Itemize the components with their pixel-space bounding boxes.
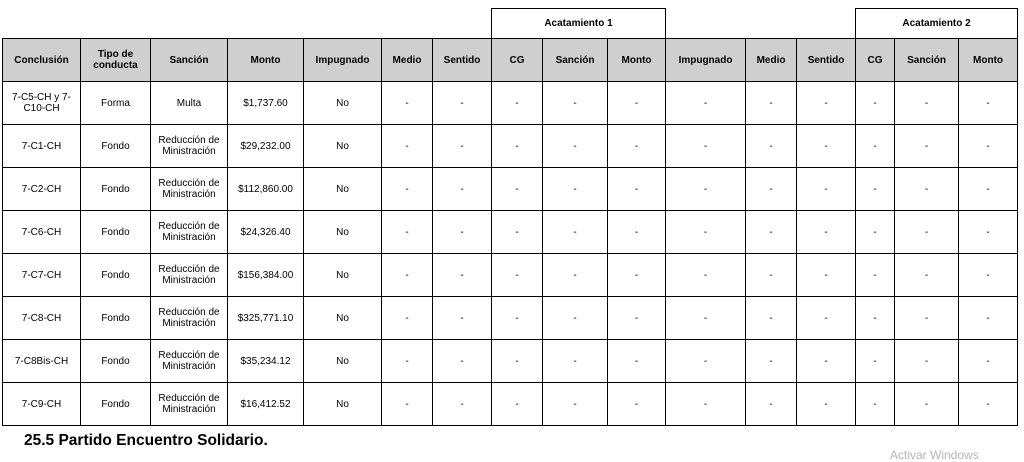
table-cell: - [382, 82, 433, 125]
table-cell: - [895, 211, 959, 254]
table-body [3, 82, 1018, 426]
table-cell: No [304, 340, 382, 383]
table-cell: - [382, 211, 433, 254]
table-cell: - [666, 211, 746, 254]
table-cell: - [608, 168, 666, 211]
table-cell: - [959, 383, 1018, 426]
table-cell: - [746, 340, 797, 383]
table-cell: - [382, 125, 433, 168]
table-cell: - [608, 82, 666, 125]
table-cell: - [492, 211, 543, 254]
table-cell: - [797, 168, 856, 211]
table-cell: - [856, 168, 895, 211]
column-header: CG [856, 39, 895, 82]
table-cell: - [433, 82, 492, 125]
table-cell: Fondo [81, 125, 151, 168]
table-cell: - [433, 340, 492, 383]
column-header: Sanción [895, 39, 959, 82]
column-header: Monto [959, 39, 1018, 82]
table-cell: - [856, 340, 895, 383]
table-cell: - [382, 383, 433, 426]
table-cell: - [608, 211, 666, 254]
table-cell: - [746, 168, 797, 211]
table-cell: - [856, 297, 895, 340]
table-cell: Reducción de Ministración [151, 383, 228, 426]
table-cell: - [797, 211, 856, 254]
table-cell: Fondo [81, 211, 151, 254]
group-spacer [666, 9, 856, 39]
table-cell: Fondo [81, 383, 151, 426]
table-cell: - [608, 125, 666, 168]
table-cell: - [608, 340, 666, 383]
column-header: Monto [608, 39, 666, 82]
table-cell: - [895, 125, 959, 168]
table-cell: - [746, 297, 797, 340]
table-cell: - [895, 254, 959, 297]
table-cell: - [797, 82, 856, 125]
table-cell: 7-C8Bis-CH [3, 340, 81, 383]
table-cell: - [492, 254, 543, 297]
table-cell: - [856, 254, 895, 297]
table-cell: Reducción de Ministración [151, 125, 228, 168]
column-header: Impugnado [666, 39, 746, 82]
table-cell: - [382, 168, 433, 211]
table-cell: Reducción de Ministración [151, 254, 228, 297]
table-cell: - [608, 254, 666, 297]
table-cell: - [895, 340, 959, 383]
column-header: Monto [228, 39, 304, 82]
table-cell: - [746, 82, 797, 125]
table-row [3, 82, 1018, 125]
table-cell: - [666, 340, 746, 383]
table-cell: - [797, 383, 856, 426]
table-row [3, 297, 1018, 340]
table-cell: $1,737.60 [228, 82, 304, 125]
table-cell: $24,326.40 [228, 211, 304, 254]
column-header: Medio [746, 39, 797, 82]
table-cell: - [608, 383, 666, 426]
table-cell: Reducción de Ministración [151, 297, 228, 340]
table-cell: - [492, 383, 543, 426]
table-cell: - [433, 383, 492, 426]
table-cell: - [492, 125, 543, 168]
table-row [3, 168, 1018, 211]
table-cell: - [797, 125, 856, 168]
table-cell: - [895, 168, 959, 211]
table-cell: 7-C8-CH [3, 297, 81, 340]
table-cell: $35,234.12 [228, 340, 304, 383]
table-cell: - [382, 254, 433, 297]
table-cell: 7-C7-CH [3, 254, 81, 297]
table-cell: - [666, 297, 746, 340]
table-cell: Fondo [81, 297, 151, 340]
table-cell: - [543, 82, 608, 125]
group-acatamiento-2: Acatamiento 2 [856, 9, 1018, 39]
table-cell: - [746, 254, 797, 297]
table-cell: - [746, 125, 797, 168]
table-cell: $156,384.00 [228, 254, 304, 297]
table-cell: No [304, 383, 382, 426]
table-cell: - [959, 340, 1018, 383]
table-cell: - [959, 211, 1018, 254]
table-cell: - [959, 82, 1018, 125]
column-header-row [3, 39, 1018, 82]
table-cell: 7-C9-CH [3, 383, 81, 426]
table-cell: 7-C6-CH [3, 211, 81, 254]
table-cell: - [608, 297, 666, 340]
table-cell: - [666, 383, 746, 426]
table-cell: $325,771.10 [228, 297, 304, 340]
column-header: Sanción [543, 39, 608, 82]
table-cell: - [895, 82, 959, 125]
table-cell: Fondo [81, 168, 151, 211]
table-cell: - [492, 168, 543, 211]
table-cell: $29,232.00 [228, 125, 304, 168]
table-cell: - [433, 254, 492, 297]
column-header: Impugnado [304, 39, 382, 82]
section-caption: 25.5 Partido Encuentro Solidario. [24, 432, 268, 449]
table-cell: - [797, 340, 856, 383]
table-cell: No [304, 125, 382, 168]
column-header: Sentido [433, 39, 492, 82]
table-cell: - [382, 297, 433, 340]
table-cell: $112,860.00 [228, 168, 304, 211]
table-cell: - [959, 254, 1018, 297]
table-cell: - [543, 383, 608, 426]
table-cell: - [543, 125, 608, 168]
table-cell: - [746, 383, 797, 426]
windows-activation-watermark: Activar Windows [890, 448, 979, 462]
table-cell: - [543, 297, 608, 340]
table-row [3, 211, 1018, 254]
table-cell: - [543, 168, 608, 211]
column-header: Sentido [797, 39, 856, 82]
table-cell: - [492, 340, 543, 383]
table-cell: No [304, 168, 382, 211]
column-header: Sanción [151, 39, 228, 82]
table-cell: - [666, 125, 746, 168]
sanctions-table [2, 8, 1018, 426]
table-cell: Reducción de Ministración [151, 340, 228, 383]
table-cell: - [492, 297, 543, 340]
table-cell: - [666, 168, 746, 211]
table-cell: Reducción de Ministración [151, 168, 228, 211]
table-cell: - [433, 297, 492, 340]
table-cell: - [959, 125, 1018, 168]
table-cell: - [856, 383, 895, 426]
table-cell: No [304, 82, 382, 125]
table-cell: - [797, 297, 856, 340]
table-cell: - [959, 297, 1018, 340]
table-cell: - [433, 168, 492, 211]
table-cell: No [304, 254, 382, 297]
group-header-row [3, 9, 1018, 39]
table-cell: Forma [81, 82, 151, 125]
table-cell: 7-C5-CH y 7-C10-CH [3, 82, 81, 125]
column-header: Conclusión [3, 39, 81, 82]
table-cell: - [895, 297, 959, 340]
table-cell: - [492, 82, 543, 125]
table-cell: - [959, 168, 1018, 211]
table-cell: - [382, 340, 433, 383]
table-cell: - [543, 340, 608, 383]
column-header: CG [492, 39, 543, 82]
table-row [3, 254, 1018, 297]
column-header: Medio [382, 39, 433, 82]
table-cell: Fondo [81, 254, 151, 297]
table-cell: Fondo [81, 340, 151, 383]
table-cell: No [304, 211, 382, 254]
column-header: Tipo de conducta [81, 39, 151, 82]
table-row [3, 383, 1018, 426]
table-cell: 7-C2-CH [3, 168, 81, 211]
table-cell: - [856, 211, 895, 254]
table-cell: - [543, 254, 608, 297]
table-cell: $16,412.52 [228, 383, 304, 426]
table-cell: - [433, 211, 492, 254]
table-cell: 7-C1-CH [3, 125, 81, 168]
table-row [3, 125, 1018, 168]
group-spacer [3, 9, 492, 39]
table-row [3, 340, 1018, 383]
table-cell: - [856, 82, 895, 125]
table-cell: - [666, 254, 746, 297]
table-cell: Multa [151, 82, 228, 125]
table-cell: - [746, 211, 797, 254]
table-cell: - [856, 125, 895, 168]
table-cell: - [895, 383, 959, 426]
table-cell: - [797, 254, 856, 297]
group-acatamiento-1: Acatamiento 1 [492, 9, 666, 39]
table-cell: No [304, 297, 382, 340]
table-cell: - [433, 125, 492, 168]
table-cell: Reducción de Ministración [151, 211, 228, 254]
table-cell: - [543, 211, 608, 254]
table-cell: - [666, 82, 746, 125]
